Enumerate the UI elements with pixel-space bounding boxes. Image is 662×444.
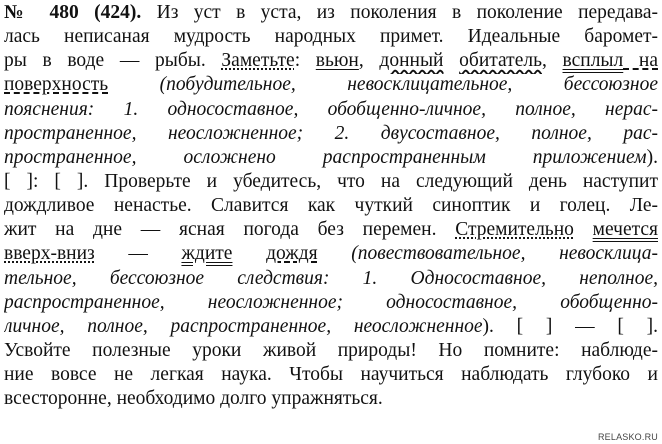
underlined-word: Заметьте bbox=[221, 50, 295, 71]
text-line-10 bbox=[4, 219, 658, 243]
text-fragment: жит на дне — ясная погода без перемен. bbox=[4, 219, 456, 240]
text-fragment: Усвойте полезные уроки живой природы! Но помните: наблюде- bbox=[4, 340, 658, 361]
text-fragment: личное, полное, распространенное, неосложненное bbox=[4, 316, 483, 337]
underlined-word: дождя bbox=[266, 243, 318, 264]
underlined-word: всплыл bbox=[562, 50, 624, 71]
text-line-2 bbox=[4, 26, 658, 50]
text-fragment: пространенное, осложнено распространенным приложением bbox=[4, 147, 647, 168]
text-fragment: — bbox=[94, 243, 182, 264]
text-line-9 bbox=[4, 195, 658, 219]
text-fragment: ние вовсе не легкая наука. Чтобы научиться наблюдать глубоко и bbox=[4, 364, 658, 385]
text-fragment: (побудительное, невосклицательное, бессоюзное bbox=[108, 74, 658, 95]
text-fragment bbox=[232, 243, 266, 264]
underlined-word: обитатель bbox=[459, 50, 542, 71]
underlined-word: поверхность bbox=[4, 74, 109, 95]
underlined-word: вьюн bbox=[315, 50, 359, 71]
exercise-number: № 480 (424). bbox=[4, 2, 142, 23]
underlined-word: мечется bbox=[592, 219, 658, 240]
text-fragment: лась неписаная мудрость народных примет. Идеальные баромет- bbox=[4, 26, 658, 47]
text-fragment bbox=[444, 50, 460, 71]
text-fragment: , bbox=[541, 50, 563, 71]
text-fragment: распространенное, неосложненное; односоставное, обобщенно- bbox=[4, 292, 658, 313]
watermark: RELASKO.RU bbox=[597, 432, 658, 442]
text-line-5 bbox=[4, 99, 658, 123]
text-fragment: Из уст в уста, из поколения в поколение передава- bbox=[141, 2, 658, 23]
text-fragment: , bbox=[358, 50, 380, 71]
text-line-12 bbox=[4, 268, 658, 292]
underlined-word: донный bbox=[379, 50, 444, 71]
text-fragment: всесторонне, необходимо долго упражняться. bbox=[4, 388, 383, 409]
text-fragment: дождливое ненастье. Славится как чуткий синоптик и голец. Ле- bbox=[4, 195, 658, 216]
text-line-6 bbox=[4, 123, 658, 147]
text-line-11 bbox=[4, 243, 658, 267]
text-fragment: пространенное, неосложненное; 2. двусоставное, полное, рас- bbox=[4, 123, 658, 144]
underlined-word: вверх-вниз bbox=[4, 243, 95, 264]
text-fragment: пояснения: 1. односоставное, обобщенно-личное, полное, нерас- bbox=[4, 99, 658, 120]
text-fragment: тельное, бессоюзное следствия: 1. Односоставное, неполное, bbox=[4, 268, 658, 289]
text-fragment: [ ]: [ ]. Проверьте и убедитесь, что на следующий день наступит bbox=[4, 171, 658, 192]
text-fragment: ). bbox=[646, 147, 658, 168]
text-fragment: (повествовательное, невосклица- bbox=[317, 243, 658, 264]
text-line-15 bbox=[4, 340, 658, 364]
text-fragment bbox=[574, 219, 593, 240]
text-line-17 bbox=[4, 388, 658, 412]
text-line-7 bbox=[4, 147, 658, 171]
text-line-4 bbox=[4, 74, 658, 98]
text-fragment: : bbox=[294, 50, 316, 71]
text-fragment: ры в воде — рыбы. bbox=[4, 50, 222, 71]
underlined-word: Стремительно bbox=[455, 219, 574, 240]
text-line-3 bbox=[4, 50, 658, 74]
text-line-8 bbox=[4, 171, 658, 195]
text-fragment: ). [ ] — [ ]. bbox=[482, 316, 658, 337]
text-line-16 bbox=[4, 364, 658, 388]
text-line-14 bbox=[4, 316, 658, 340]
text-line-13 bbox=[4, 292, 658, 316]
text-line-1 bbox=[4, 2, 658, 26]
underlined-word: ждите bbox=[181, 243, 233, 264]
underlined-word: на bbox=[623, 50, 658, 71]
